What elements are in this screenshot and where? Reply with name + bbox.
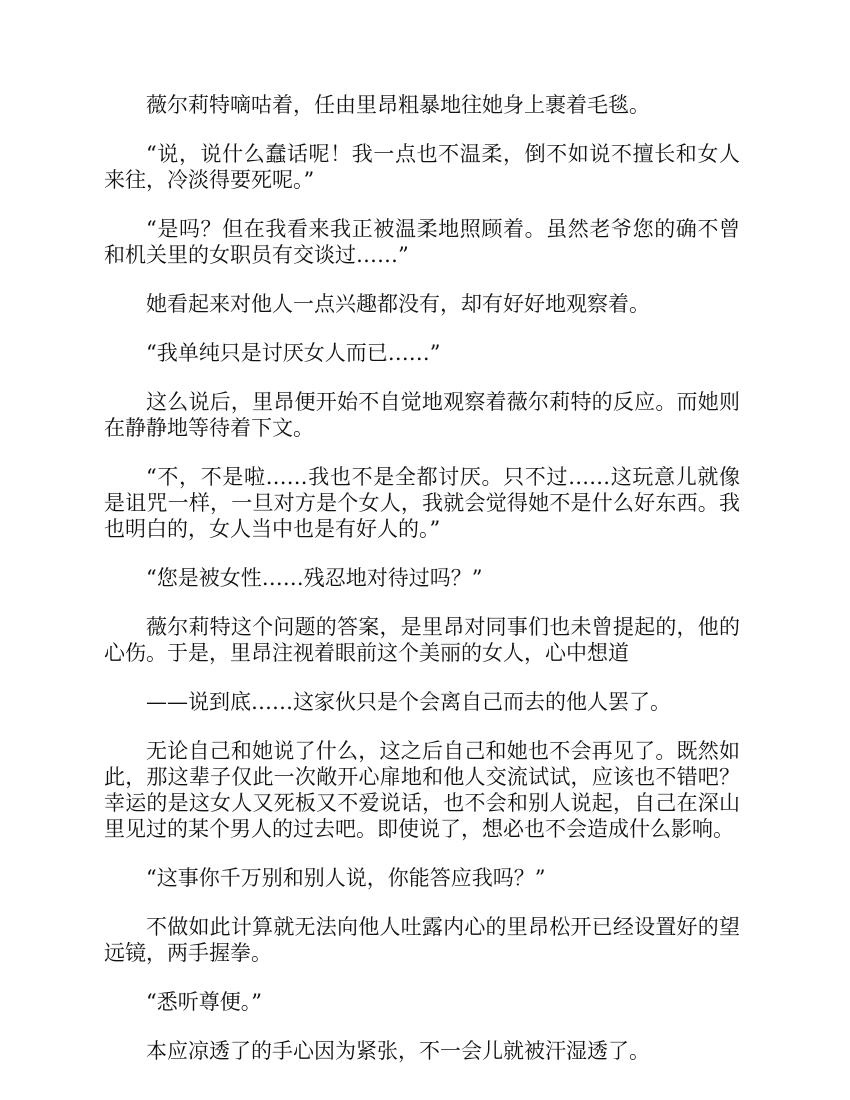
- paragraph: 她看起来对他人一点兴趣都没有，却有好好地观察着。: [146, 292, 650, 316]
- paragraph: “不，不是啦……我也不是全都讨厌。只不过……这玩意儿就像是诅咒一样，一旦对方是个女人，我就会觉得她不是什么好东西。我也明白的，女人当中也是有好人的。”: [104, 465, 740, 541]
- paragraph: 薇尔莉特嘀咕着，任由里昂粗暴地往她身上裹着毛毯。: [146, 93, 650, 117]
- paragraph: ——说到底……这家伙只是个会离自己而去的他人罢了。: [146, 690, 671, 714]
- paragraph: 这么说后，里昂便开始不自觉地观察着薇尔莉特的反应。而她则在静静地等待着下文。: [104, 390, 740, 440]
- paragraph: 薇尔莉特这个问题的答案，是里昂对同事们也未曾提起的，他的心伤。于是，里昂注视着眼前这个美丽的女人，心中想道: [104, 615, 740, 665]
- paragraph: “悉听尊便。”: [146, 990, 262, 1014]
- paragraph: “说，说什么蠢话呢！我一点也不温柔，倒不如说不擅长和女人来往，冷淡得要死呢。”: [104, 142, 740, 192]
- paragraph: 不做如此计算就无法向他人吐露内心的里昂松开已经设置好的望远镜，两手握拳。: [104, 915, 740, 965]
- paragraph: “是吗？但在我看来我正被温柔地照顾着。虽然老爷您的确不曾和机关里的女职员有交谈过……”: [104, 217, 740, 267]
- paragraph: 无论自己和她说了什么，这之后自己和她也不会再见了。既然如此，那这辈子仅此一次敞开心扉地和他人交流试试，应该也不错吧？幸运的是这女人又死板又不爱说话，也不会和别人说起，自己在深山里见过的某个男人的过去吧。即使说了，想必也不会造成什么影响。: [104, 739, 740, 841]
- document-page: [104, 92, 740, 1087]
- paragraph: “您是被女性……残忍地对待过吗？”: [146, 566, 483, 590]
- paragraph: 本应凉透了的手心因为紧张，不一会儿就被汗湿透了。: [146, 1039, 650, 1063]
- paragraph: “我单纯只是讨厌女人而已……”: [146, 341, 441, 365]
- paragraph: “这事你千万别和别人说，你能答应我吗？”: [146, 866, 546, 890]
